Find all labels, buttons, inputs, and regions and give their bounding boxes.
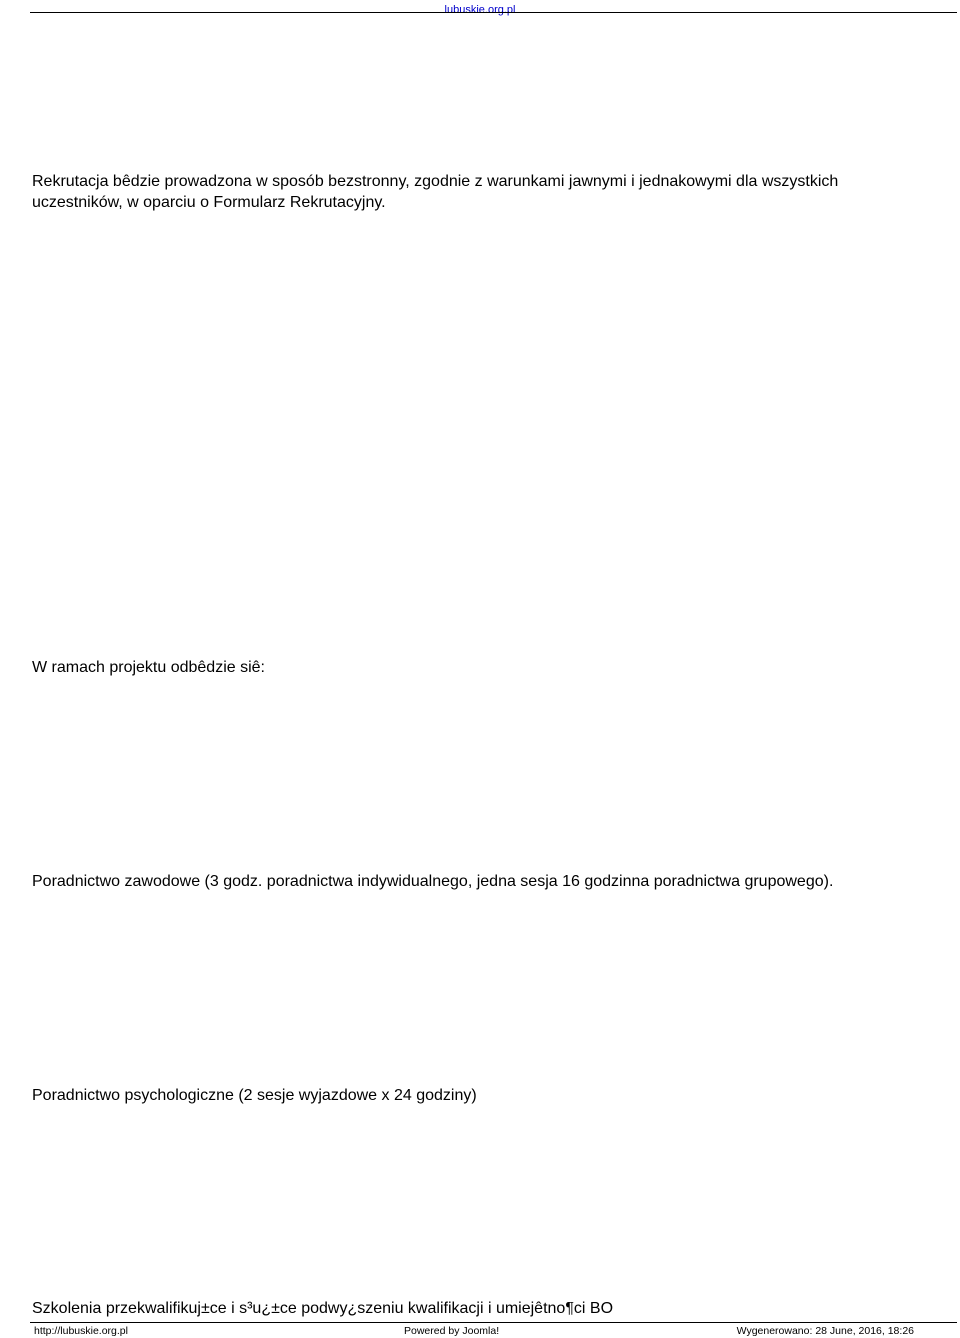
header-divider	[30, 12, 957, 13]
paragraph-recruitment: Rekrutacja bêdzie prowadzona w sposób bezstronny, zgodnie z warunkami jawnymi i jednakowymi dla wszystkich uczestników, w oparciu o Formularz Rekrutacyjny.	[32, 173, 839, 211]
page-footer	[0, 1325, 960, 1338]
footer-powered-by: Powered by Joomla!	[404, 1325, 500, 1337]
site-link[interactable]: lubuskie.org.pl	[444, 4, 516, 16]
footer-url[interactable]: http://lubuskie.org.pl	[34, 1325, 128, 1337]
footer-divider	[30, 1322, 957, 1323]
paragraph-psychological-counseling: Poradnictwo psychologiczne (2 sesje wyjazdowe x 24 godziny)	[32, 1087, 477, 1104]
footer-generated-date: Wygenerowano: 28 June, 2016, 18:26	[736, 1325, 914, 1337]
paragraph-career-counseling: Poradnictwo zawodowe (3 godz. poradnictwa indywidualnego, jedna sesja 16 godzinna poradnictwa grupowego).	[32, 873, 834, 890]
paragraph-trainings: Szkolenia przekwalifikuj±ce i s³u¿±ce podwy¿szeniu kwalifikacji i umiejêtno¶ci BO	[32, 1300, 614, 1317]
paragraph-project-intro: W ramach projektu odbêdzie siê:	[32, 659, 265, 676]
